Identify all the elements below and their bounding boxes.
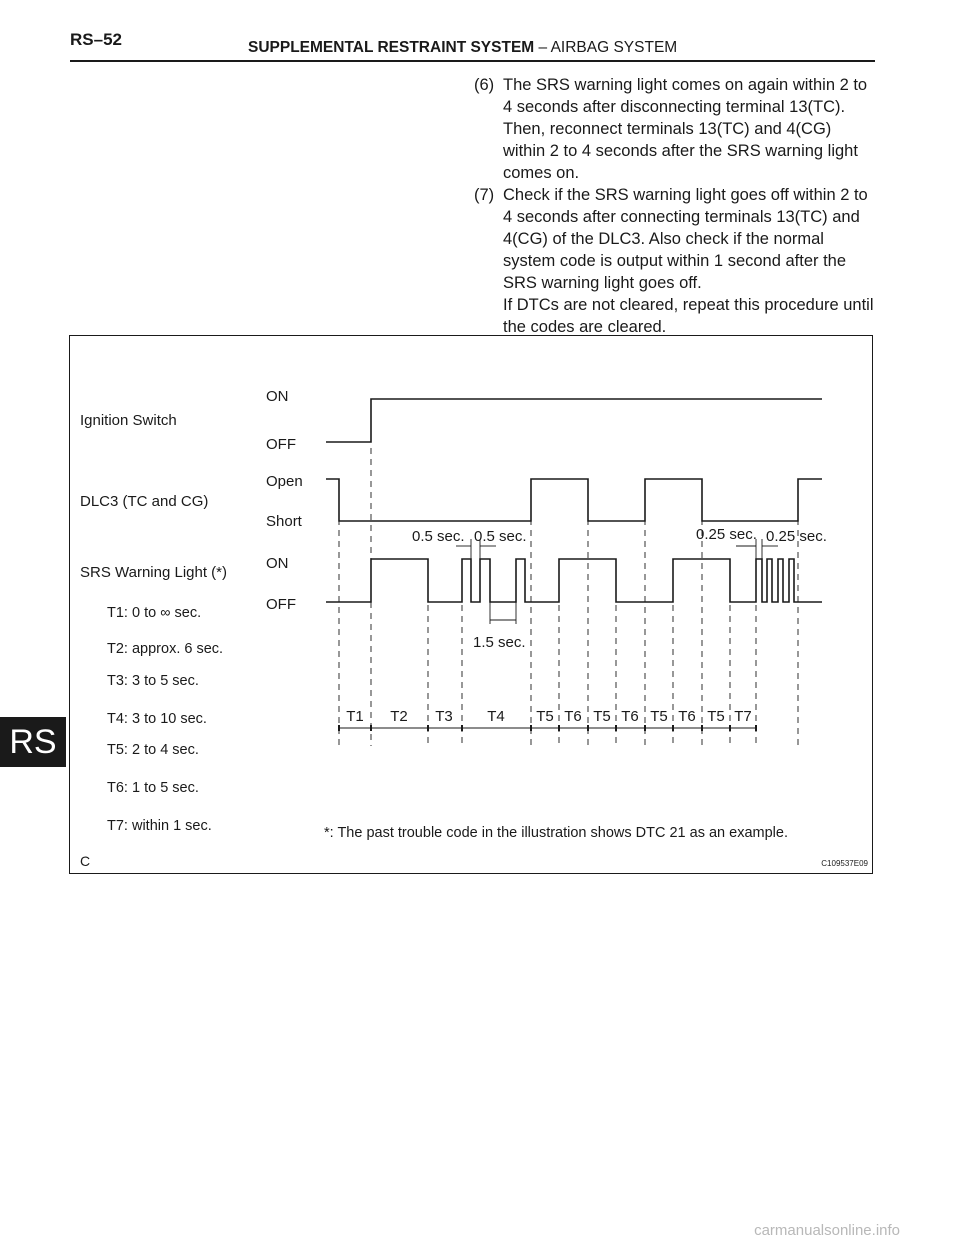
interval-label-t2: T2 <box>390 708 408 725</box>
step-6 <box>474 74 874 184</box>
procedure-steps <box>474 74 874 338</box>
side-tab: RS <box>0 717 66 767</box>
interval-label-t7: T7 <box>734 708 752 725</box>
guide-lines <box>339 448 798 746</box>
section-title: SUPPLEMENTAL RESTRAINT SYSTEM <box>248 39 535 56</box>
duration-t1: T1: 0 to ∞ sec. <box>107 605 202 621</box>
interval-tick <box>672 725 674 731</box>
srs-label: SRS Warning Light (*) <box>80 564 227 581</box>
interval-tick <box>558 725 560 731</box>
pulse-label-quarter-left: 0.25 sec. <box>696 526 757 543</box>
interval-tick <box>729 725 731 731</box>
ignition-on-label: ON <box>266 388 289 405</box>
header-title <box>248 39 677 57</box>
step-body <box>503 74 874 184</box>
subsection-title: AIRBAG SYSTEM <box>550 39 678 56</box>
interval-label-t6: T6 <box>621 708 639 725</box>
ignition-waveform <box>326 399 822 442</box>
duration-t2: T2: approx. 6 sec. <box>107 641 224 657</box>
duration-t6: T6: 1 to 5 sec. <box>107 780 199 796</box>
interval-label-t1: T1 <box>346 708 364 725</box>
pulse-label-half-left: 0.5 sec. <box>412 528 465 545</box>
step-text: The SRS warning light comes on again within 2 to 4 seconds after disconnecting terminal 13(TC). Then, reconnect terminals 13(TC) and 4(CG) within 2 to 4 seconds after the SRS warning light comes on. <box>503 76 868 182</box>
interval-label-t6: T6 <box>564 708 582 725</box>
pulse-label-half-right: 0.5 sec. <box>474 528 527 545</box>
page-id: RS–52 <box>70 30 122 49</box>
step-body <box>503 184 874 338</box>
dlc3-label: DLC3 (TC and CG) <box>80 493 209 510</box>
pulse-label-quarter-right: 0.25 sec. <box>766 528 827 545</box>
dlc3-open-label: Open <box>266 473 303 490</box>
interval-tick <box>755 725 757 731</box>
interval-tick <box>615 725 617 731</box>
srs-waveform <box>326 559 822 602</box>
timing-figure <box>69 335 873 874</box>
interval-tick <box>587 725 589 731</box>
srs-off-label: OFF <box>266 596 296 613</box>
srs-on-label: ON <box>266 555 289 572</box>
interval-tick <box>461 725 463 731</box>
interval-tick <box>530 725 532 731</box>
figure-id: C109537E09 <box>821 859 868 868</box>
step-text: Check if the SRS warning light goes off within 2 to 4 seconds after connecting terminals 13(TC) and 4(CG) of the DLC3. Also check if the normal system code is output within 1 second after the SRS warning light goes off. <box>503 186 868 292</box>
interval-label-t3: T3 <box>435 708 453 725</box>
interval-tick <box>427 725 429 731</box>
watermark: carmanualsonline.info <box>754 1222 900 1239</box>
interval-label-t6: T6 <box>678 708 696 725</box>
interval-tick <box>338 725 340 731</box>
ignition-off-label: OFF <box>266 436 296 453</box>
duration-t3: T3: 3 to 5 sec. <box>107 673 199 689</box>
duration-t7: T7: within 1 sec. <box>107 818 212 834</box>
figure-footnote: *: The past trouble code in the illustration shows DTC 21 as an example. <box>324 825 788 841</box>
interval-label-t4: T4 <box>487 708 505 725</box>
interval-tick <box>644 725 646 731</box>
ignition-label: Ignition Switch <box>80 412 177 429</box>
timing-diagram <box>70 336 874 875</box>
pulse-label-gap: 1.5 sec. <box>473 634 526 651</box>
interval-label-t5: T5 <box>536 708 554 725</box>
duration-t4: T4: 3 to 10 sec. <box>107 711 207 727</box>
step-number: (6) <box>474 76 495 94</box>
corner-letter: C <box>80 853 91 869</box>
duration-t5: T5: 2 to 4 sec. <box>107 742 199 758</box>
interval-label-t5: T5 <box>707 708 725 725</box>
interval-tick <box>370 725 372 731</box>
interval-tick <box>701 725 703 731</box>
step-text: If DTCs are not cleared, repeat this procedure until the codes are cleared. <box>503 296 874 336</box>
interval-label-t5: T5 <box>593 708 611 725</box>
header-rule <box>70 60 875 62</box>
step-number: (7) <box>474 186 495 204</box>
title-separator: – <box>534 39 551 56</box>
interval-label-t5: T5 <box>650 708 668 725</box>
dlc3-waveform <box>326 479 822 521</box>
step-7 <box>474 184 874 338</box>
dlc3-short-label: Short <box>266 513 302 530</box>
